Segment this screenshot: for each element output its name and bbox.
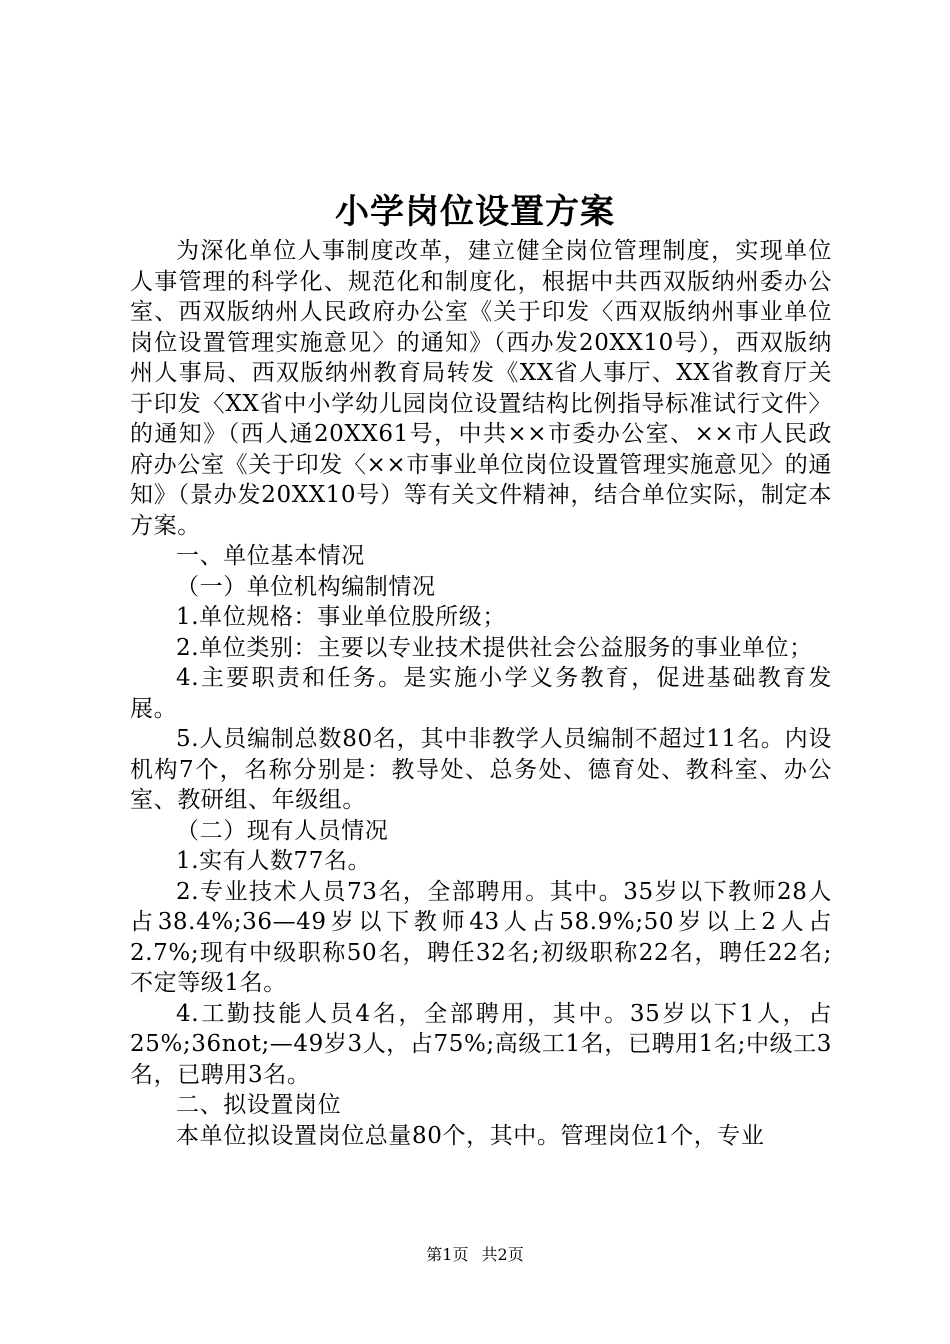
paragraph-intro: 为深化单位人事制度改革，建立健全岗位管理制度，实现单位人事管理的科学化、规范化和制度化，根据中共西双版纳州委办公室、西双版纳州人民政府办公室《关于印发〈西双版纳州事业单位岗位设置管理实施意见〉的通知》（西办发20XX10号），西双版纳州人事局、西双版纳州教育局转发《XX省人事厅、XX省教育厅关于印发〈XX省中小学幼儿园岗位设置结构比例指导标准试行文件〉的通知》（西人通20XX61号，中共××市委办公室、××市人民政府办公室《关于印发〈××市事业单位岗位设置管理实施意见〉的通知》（景办发20XX10号）等有关文件精神，结合单位实际，制定本方案。 <box>130 238 832 539</box>
document-body <box>130 236 832 1151</box>
paragraph-item: 2.单位类别：主要以专业技术提供社会公益服务的事业单位； <box>176 634 813 661</box>
paragraph-item: 本单位拟设置岗位总量80个，其中。管理岗位1个，专业 <box>176 1122 765 1149</box>
paragraph-item: 4.工勤技能人员4名，全部聘用，其中。35岁以下1人，占25%;36not;—49岁3人，占75%;高级工1名，已聘用1名;中级工3名，已聘用3名。 <box>130 1000 833 1088</box>
document-title: 小学岗位设置方案 <box>335 192 615 232</box>
subsection-heading-1: （一）单位机构编制情况 <box>176 573 436 600</box>
section-heading-1: 一、单位基本情况 <box>176 543 365 569</box>
paragraph-item: 5.人员编制总数80名，其中非教学人员编制不超过11名。内设机构7个，名称分别是：教导处、总务处、德育处、教科室、办公室、教研组、年级组。 <box>130 726 832 813</box>
page-number: 第1页 <box>426 1245 469 1264</box>
page-footer <box>0 1242 950 1265</box>
paragraph-item: 2.专业技术人员73名，全部聘用。其中。35岁以下教师28人占38.4%;36—49岁以下教师43人占58.9%;50岁以上2人占2.7%;现有中级职称50名，聘任32名;初级职称22名，聘任22名;不定等级1名。 <box>130 878 832 996</box>
page-total: 共2页 <box>481 1245 524 1264</box>
paragraph-item: 1.单位规格：事业单位股所级； <box>176 604 506 630</box>
section-heading-2: 二、拟设置岗位 <box>176 1092 342 1118</box>
paragraph-item: 1.实有人数77名。 <box>176 848 372 874</box>
paragraph-item: 4.主要职责和任务。是实施小学义务教育，促进基础教育发展。 <box>130 665 832 722</box>
subsection-heading-2: （二）现有人员情况 <box>176 817 389 844</box>
